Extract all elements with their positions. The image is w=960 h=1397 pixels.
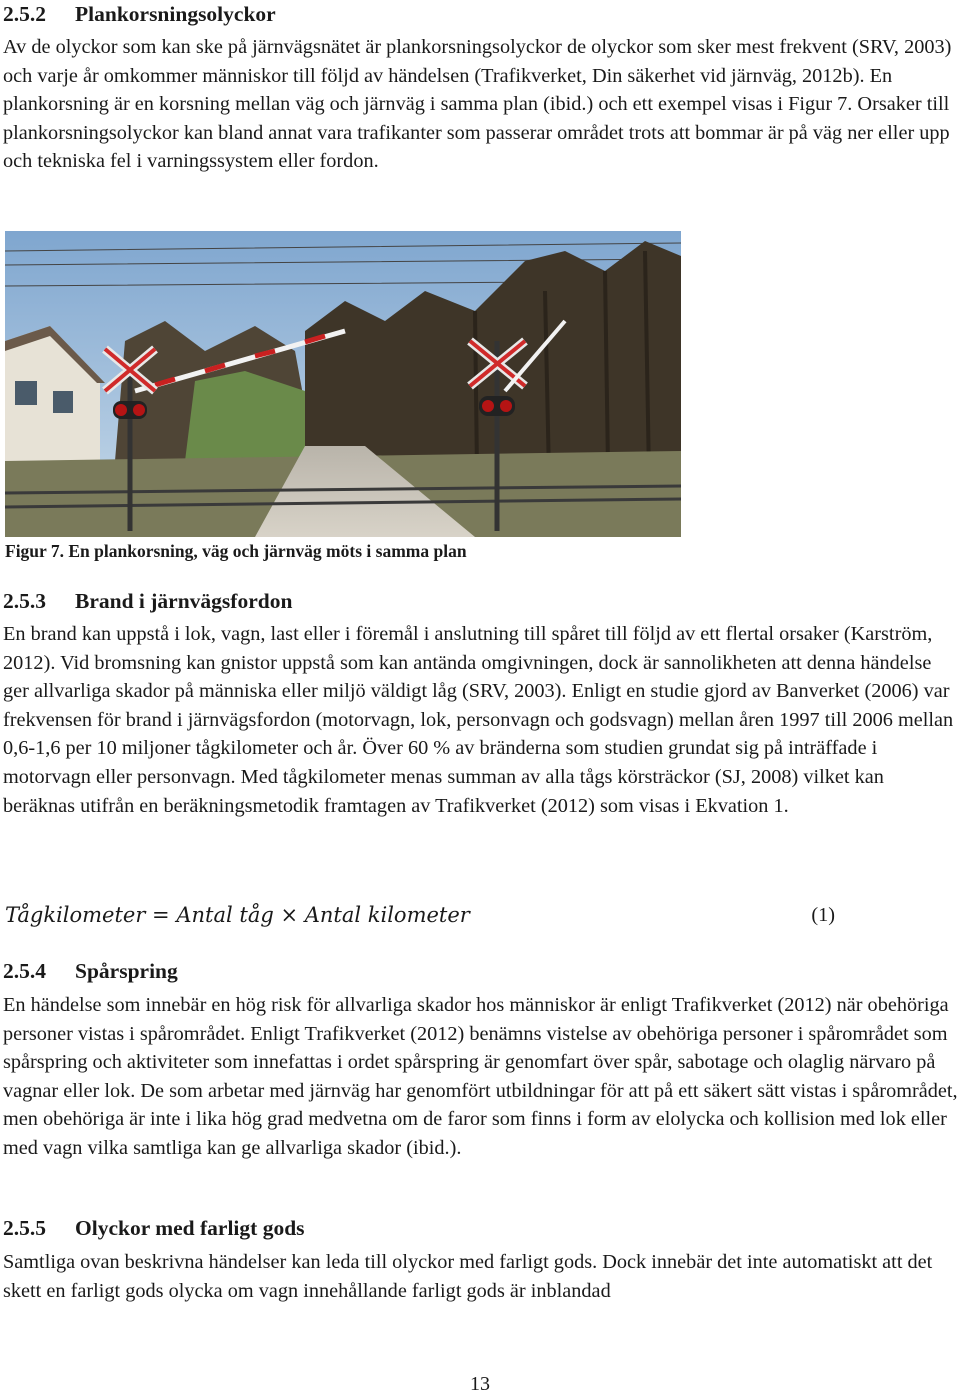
paragraph-sparspring: En händelse som innebär en hög risk för allvarliga skador hos människor är enligt Trafikverket (2012) när obehöriga personer vistas i spårområdet. Enligt Trafikverket (2012) benämns vistelse av obehöriga personer i spårområdet som spårspring och aktiviteter som innefattas i ordet spårspring är genomfart över spår, sabotage och olaglig närvaro på vagnar eller lok. De som arbetar med järnväg har genomfört utbildningar för att på ett säkert sätt vistas i spårområdet, men obehöriga är inte i lika hög grad medvetna om de faror som finns i form av elolycka och kollision med lok eller med vagn vilka samtliga kan ge allvarliga skador (ibid.).	[3, 994, 958, 1159]
section-heading-2-5-3	[3, 588, 292, 614]
equation-formula: Tågkilometer = Antal tåg × Antal kilometer	[5, 903, 470, 927]
equation-1	[5, 903, 835, 933]
section-title: Olyckor med farligt gods	[75, 1216, 305, 1240]
level-crossing-illustration	[5, 231, 681, 537]
section-title: Brand i järnvägsfordon	[75, 589, 293, 613]
paragraph-plankorsning: Av de olyckor som kan ske på järnvägsnätet är plankorsningsolyckor de olyckor som sker mest frekvent (SRV, 2003) och varje år omkommer människor till följd av händelsen (Trafikverket, Din säkerhet vid järnväg, 2012b). En plankorsning är en korsning mellan väg och järnväg i samma plan (ibid.) och ett exempel visas i Figur 7. Orsaker till plankorsningsolyckor kan bland annat vara trafikanter som passerar området trots att bommar är på väg ner eller upp och tekniska fel i varningssystem eller fordon.	[3, 36, 952, 173]
page-number: 13	[470, 1373, 490, 1395]
section-heading-2-5-5	[3, 1215, 305, 1241]
figure-caption: Figur 7. En plankorsning, väg och järnväg möts i samma plan	[5, 541, 467, 561]
section-number: 2.5.2	[3, 2, 46, 26]
section-number: 2.5.4	[3, 959, 46, 983]
section-heading-2-5-2	[3, 1, 276, 27]
section-title: Spårspring	[75, 959, 178, 983]
paragraph-farligt-gods: Samtliga ovan beskrivna händelser kan leda till olyckor med farligt gods. Dock innebär det inte automatiskt att det skett en farligt gods olycka om vagn innehållande farligt gods är inblandad	[3, 1251, 933, 1302]
equation-number: (1)	[811, 904, 835, 926]
section-heading-2-5-4	[3, 958, 178, 984]
section-title: Plankorsningsolyckor	[75, 2, 276, 26]
section-number: 2.5.3	[3, 589, 46, 613]
figure-photo-level-crossing	[5, 231, 681, 537]
section-number: 2.5.5	[3, 1216, 46, 1240]
paragraph-brand: En brand kan uppstå i lok, vagn, last eller i föremål i anslutning till spåret till följd av ett flertal orsaker (Karström, 2012). Vid bromsning kan gnistor uppstå som kan antända omgivningen, dock är sannolikheten att denna händelse ger allvarliga skador på människa eller miljö väldigt låg (SRV, 2003). Enligt en studie gjord av Banverket (2006) var frekvensen för brand i järnvägsfordon (motorvagn, lok, personvagn och godsvagn) mellan åren 1997 till 2006 mellan 0,6-1,6 per 10 miljoner tågkilometer och år. Över 60 % av bränderna som studien grundat sig på inträffade i motorvagn eller personvagn. Med tågkilometer menas summan av alla tågs körsträckor (SJ, 2008) vilket kan beräknas utifrån en beräkningsmetodik framtagen av Trafikverket (2012) som visas i Ekvation 1.	[3, 623, 954, 817]
